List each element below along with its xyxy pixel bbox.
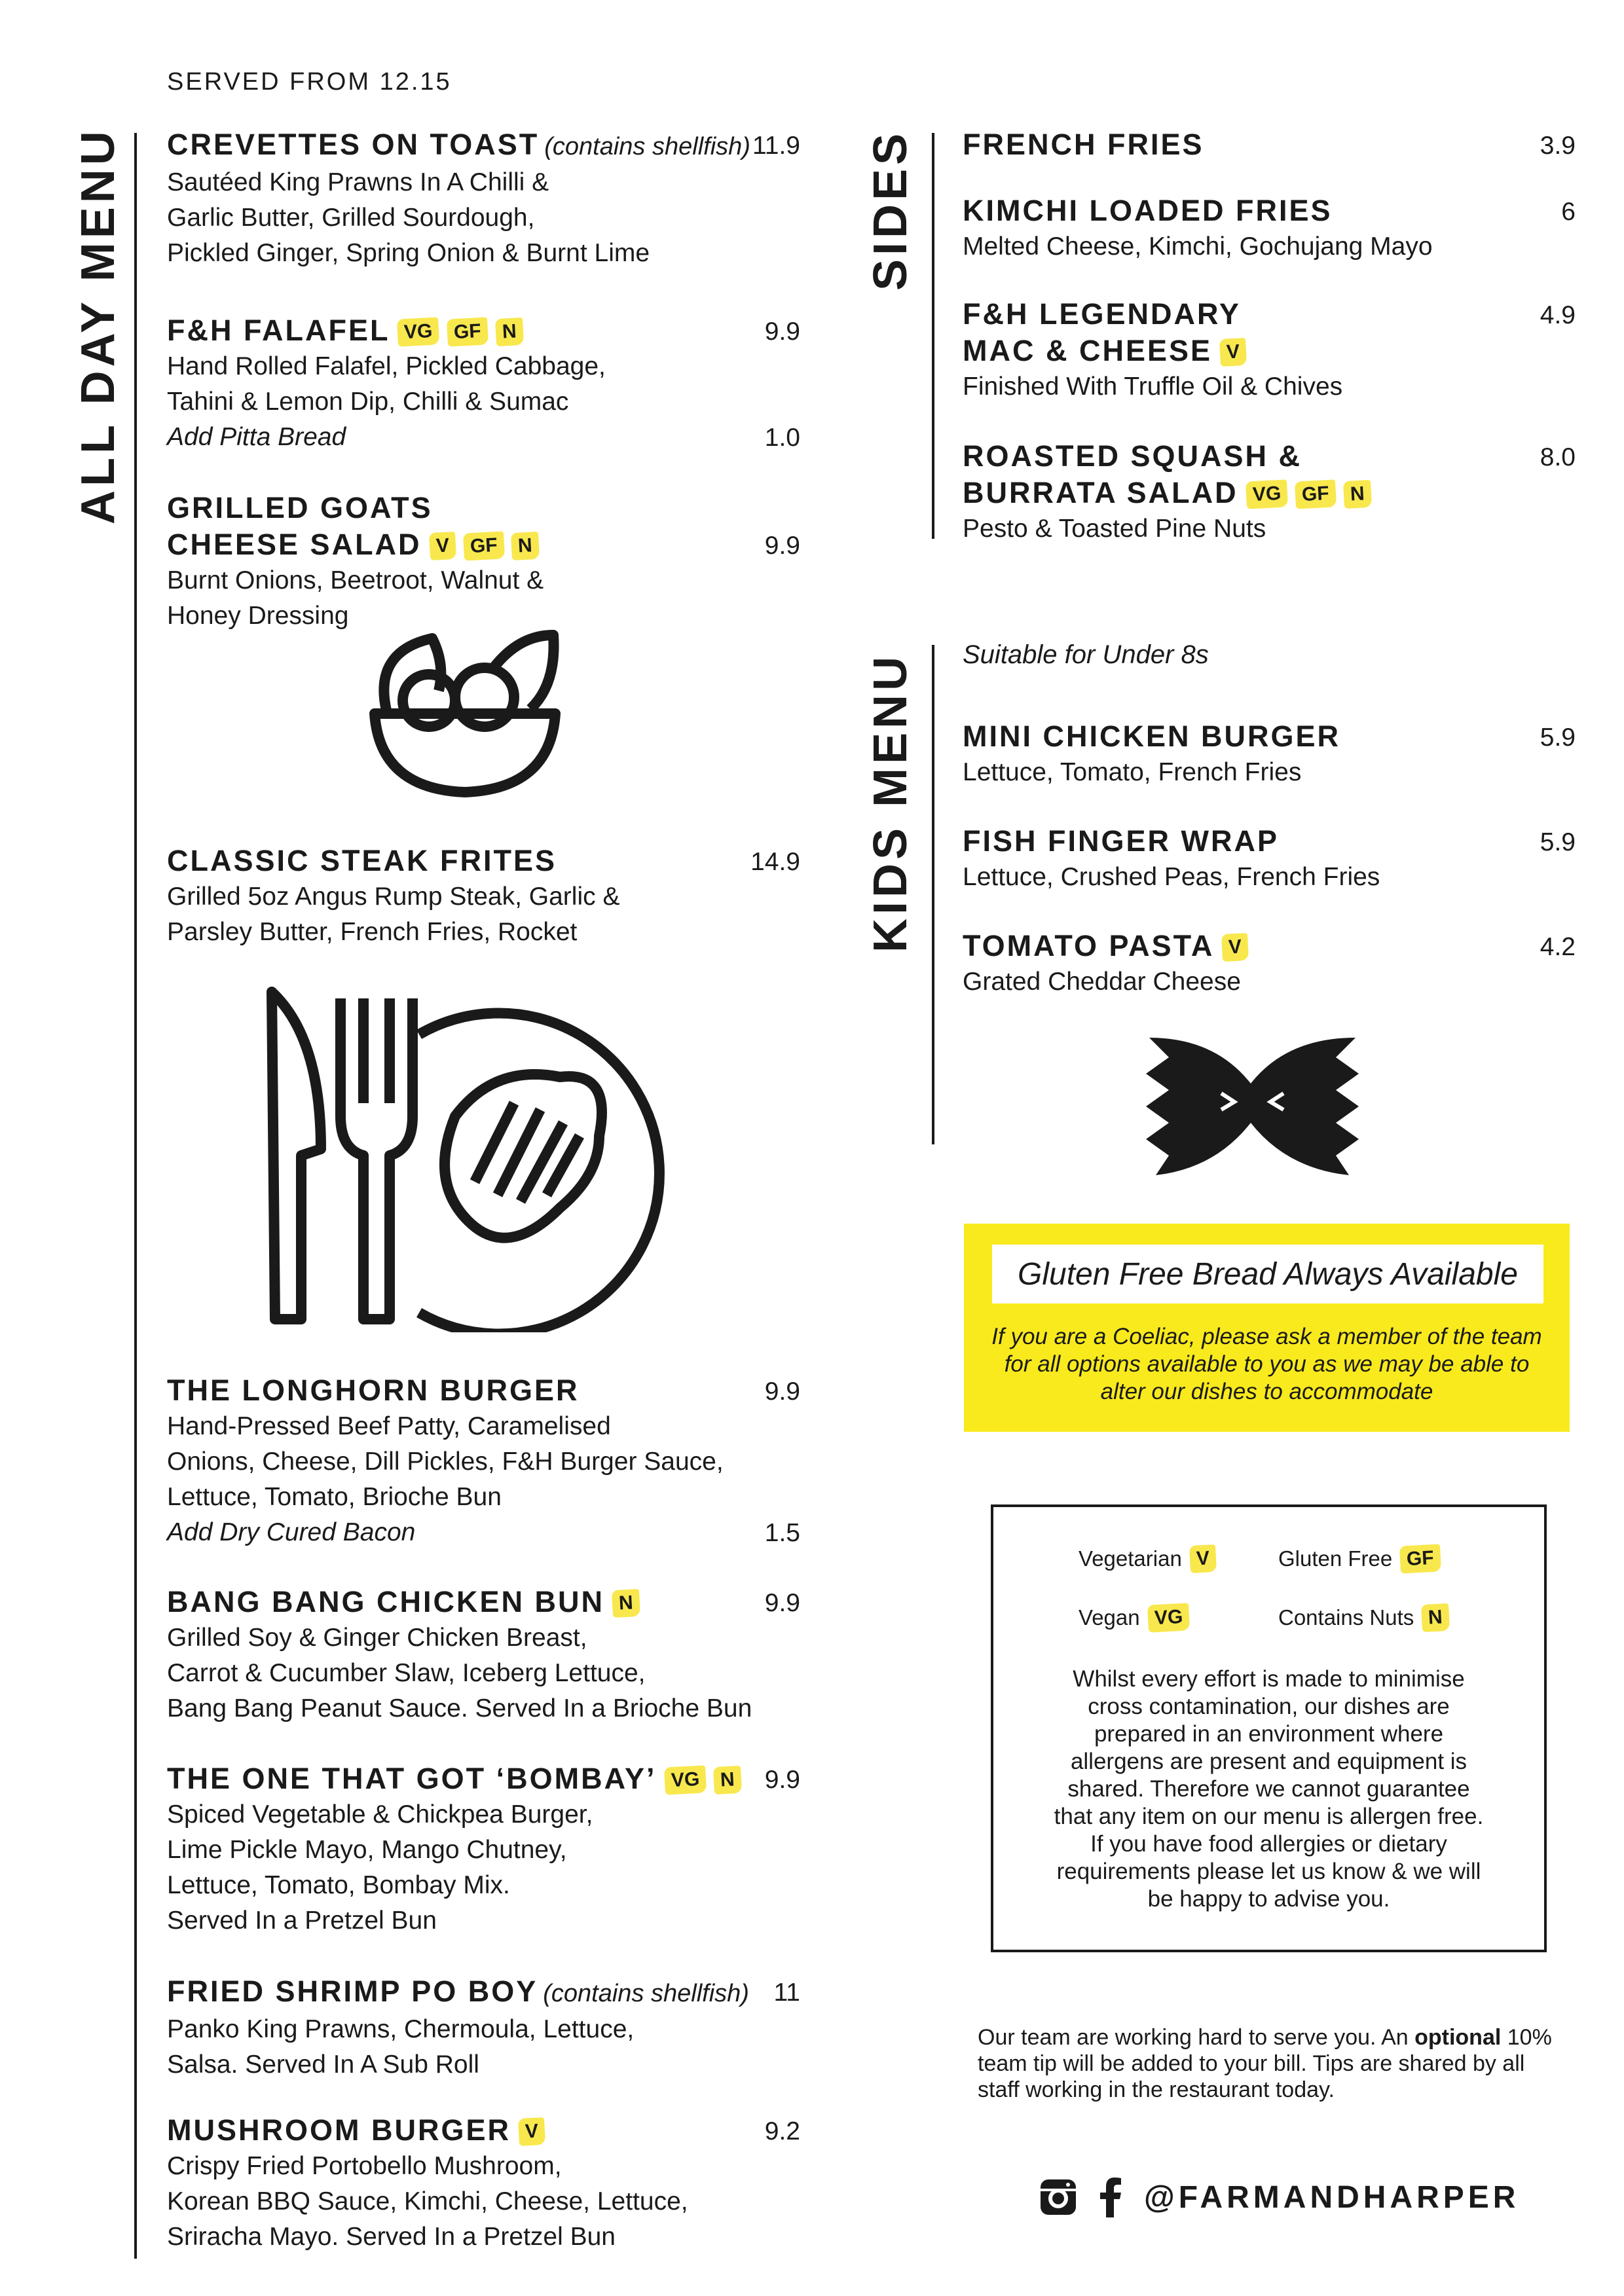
legend-gluten-free (1278, 1545, 1441, 1573)
disclaimer-line: If you have food allergies or dietary (1090, 1831, 1447, 1857)
item-addon-price: 1.5 (764, 1519, 800, 1547)
item-title-text: CLASSIC STEAK FRITES (167, 844, 557, 877)
steak-knife-fork-icon (259, 985, 678, 1332)
legend-label: Vegan (1079, 1605, 1140, 1630)
item-price: 9.2 (764, 2117, 800, 2145)
tag-badge: N (1421, 1603, 1450, 1632)
item-price: 9.9 (764, 1589, 800, 1617)
item-addon-label: Add Pitta Bread (167, 423, 346, 451)
item-title-text: THE LONGHORN BURGER (167, 1374, 580, 1407)
menu-item (167, 1372, 724, 1550)
menu-item (963, 928, 1248, 1000)
item-description: Bang Bang Peanut Sauce. Served In a Brioche Bun (167, 1694, 752, 1722)
served-from: SERVED FROM 12.15 (167, 68, 452, 96)
item-description: Panko King Prawns, Chermoula, Lettuce, (167, 2015, 635, 2043)
item-title (963, 126, 1204, 163)
menu-item (167, 312, 606, 455)
tip-optional: optional (1414, 2025, 1502, 2050)
item-title-text: FISH FINGER WRAP (963, 824, 1279, 858)
item-title (167, 126, 750, 165)
all-day-menu-heading: ALL DAY MENU (72, 127, 124, 524)
item-description: Salsa. Served In A Sub Roll (167, 2050, 479, 2079)
disclaimer-line: that any item on our menu is allergen free. (1054, 1804, 1484, 1829)
tag-badge: GF (463, 531, 505, 560)
disclaimer-line: allergens are present and equipment is (1070, 1749, 1467, 1774)
tip-text: 10% team tip will be added to your bill. Tips are shared by all staff working in the restaurant today. (978, 2025, 1552, 2102)
item-title (963, 192, 1433, 229)
item-note: (contains shellfish) (543, 1980, 749, 2007)
item-description: Onions, Cheese, Dill Pickles, F&H Burger Sauce, (167, 1448, 724, 1476)
disclaimer-line: cross contamination, our dishes are (1088, 1694, 1450, 1719)
tag-badge: VG (397, 317, 439, 346)
item-title-text: FRENCH FRIES (963, 128, 1204, 161)
item-title-text: KIMCHI LOADED FRIES (963, 194, 1333, 227)
item-price: 8.0 (1540, 443, 1576, 471)
tag-badge: VG (1147, 1603, 1190, 1632)
item-description: Garlic Butter, Grilled Sourdough, (167, 204, 535, 232)
menu-item (963, 296, 1342, 405)
disclaimer-line: requirements please let us know & we will (1056, 1859, 1481, 1884)
item-title (167, 1372, 724, 1409)
item-title-text: CHEESE SALAD (167, 528, 422, 561)
item-title (963, 333, 1342, 369)
item-price: 14.9 (750, 848, 800, 876)
menu-item (963, 126, 1204, 163)
item-description: Spiced Vegetable & Chickpea Burger, (167, 1800, 593, 1829)
item-description: Lime Pickle Mayo, Mango Chutney, (167, 1836, 567, 1864)
item-price: 9.9 (764, 318, 800, 346)
social-handle[interactable]: @FARMANDHARPER (1144, 2179, 1520, 2215)
menu-item (963, 438, 1371, 547)
tag-badge: V (1219, 338, 1247, 367)
tip-notice (978, 2024, 1567, 2103)
menu-item (167, 2112, 688, 2255)
item-price: 9.9 (764, 1377, 800, 1406)
item-description: Parsley Butter, French Fries, Rocket (167, 918, 578, 946)
disclaimer-line: prepared in an environment where (1094, 1721, 1444, 1747)
tip-text: Our team are working hard to serve you. An (978, 2025, 1415, 2050)
tag-badge: N (612, 1589, 640, 1618)
item-title (963, 438, 1371, 475)
allergen-disclaimer (1006, 1666, 1531, 1913)
item-price: 5.9 (1540, 723, 1576, 752)
tag-badge: GF (1295, 479, 1337, 509)
tag-badge: N (494, 318, 523, 346)
instagram-icon[interactable] (1038, 2177, 1079, 2217)
facebook-icon[interactable] (1098, 2177, 1124, 2217)
menu-item (167, 1584, 752, 1726)
item-description: Lettuce, Tomato, French Fries (963, 758, 1302, 786)
item-title (167, 843, 619, 879)
tag-badge: GF (1399, 1544, 1441, 1573)
item-title (963, 823, 1380, 860)
item-title-text: ROASTED SQUASH & (963, 439, 1302, 473)
menu-item (167, 1760, 741, 1939)
item-description: Grated Cheddar Cheese (963, 968, 1241, 996)
item-title-text: FRIED SHRIMP PO BOY (167, 1975, 538, 2008)
item-description: Melted Cheese, Kimchi, Gochujang Mayo (963, 232, 1433, 261)
social-links (1038, 2177, 1519, 2217)
tag-badge: V (1189, 1544, 1217, 1573)
item-description: Honey Dressing (167, 602, 349, 630)
item-note: (contains shellfish) (544, 133, 750, 160)
item-title (167, 490, 544, 526)
item-price: 5.9 (1540, 828, 1576, 856)
divider-all-day (134, 133, 137, 2259)
item-description: Burnt Onions, Beetroot, Walnut & (167, 566, 544, 594)
item-description: Grilled Soy & Ginger Chicken Breast, (167, 1624, 587, 1652)
menu-item (167, 126, 750, 271)
item-description: Crispy Fried Portobello Mushroom, (167, 2152, 562, 2180)
item-title (963, 718, 1340, 755)
item-title-text: BURRATA SALAD (963, 476, 1238, 509)
legend-vegetarian (1079, 1545, 1216, 1573)
allergen-info-box (991, 1504, 1547, 1952)
menu-item (963, 823, 1380, 895)
tag-badge: N (511, 532, 540, 560)
item-title-text: TOMATO PASTA (963, 929, 1215, 962)
coeliac-line: If you are a Coeliac, please ask a member of the team (991, 1324, 1542, 1349)
item-title (167, 2112, 688, 2149)
gluten-free-headline: Gluten Free Bread Always Available (992, 1245, 1543, 1303)
tag-badge: V (428, 532, 456, 560)
tag-badge: GF (447, 317, 489, 346)
menu-item (963, 192, 1433, 264)
tag-badge: V (1221, 933, 1249, 962)
item-title-text: MUSHROOM BURGER (167, 2113, 511, 2147)
sides-heading: SIDES (864, 129, 917, 291)
item-title-text: GRILLED GOATS (167, 491, 433, 524)
item-title-text: MINI CHICKEN BURGER (963, 720, 1341, 753)
kids-menu-heading: KIDS MENU (864, 653, 917, 953)
coeliac-message (977, 1323, 1557, 1406)
menu-item (167, 843, 619, 950)
item-title-text: MAC & CHEESE (963, 334, 1213, 367)
legend-contains-nuts (1278, 1604, 1449, 1631)
item-description: Tahini & Lemon Dip, Chilli & Sumac (167, 388, 569, 416)
divider-sides (932, 133, 934, 539)
menu-item (167, 1973, 749, 2083)
item-description: Pickled Ginger, Spring Onion & Burnt Lime (167, 239, 650, 267)
item-description: Lettuce, Crushed Peas, French Fries (963, 863, 1380, 891)
item-title (167, 526, 544, 563)
item-title-text: CREVETTES ON TOAST (167, 128, 540, 161)
item-title-text: THE ONE THAT GOT ‘BOMBAY’ (167, 1762, 657, 1795)
salad-bowl-icon (367, 625, 563, 799)
item-description: Sriracha Mayo. Served In a Pretzel Bun (167, 2223, 616, 2251)
item-description: Finished With Truffle Oil & Chives (963, 373, 1343, 401)
item-price: 9.9 (764, 1766, 800, 1794)
kids-subtitle: Suitable for Under 8s (963, 640, 1209, 669)
tag-badge: VG (1246, 479, 1288, 509)
item-price: 4.2 (1540, 933, 1576, 961)
pasta-bow-icon (1143, 1025, 1362, 1182)
item-description: Served In a Pretzel Bun (167, 1906, 437, 1935)
disclaimer-line: shared. Therefore we cannot guarantee (1067, 1776, 1470, 1802)
item-description: Hand-Pressed Beef Patty, Caramelised (167, 1412, 611, 1440)
tag-badge: V (518, 2117, 545, 2146)
item-price: 3.9 (1540, 132, 1576, 160)
gluten-free-banner (964, 1224, 1570, 1432)
item-title-text: F&H LEGENDARY (963, 297, 1241, 331)
tag-badge: VG (663, 1765, 706, 1795)
item-title (963, 296, 1342, 333)
item-price: 4.9 (1540, 301, 1576, 329)
item-title (167, 312, 606, 349)
menu-item (167, 490, 544, 634)
item-description: Korean BBQ Sauce, Kimchi, Cheese, Lettuce, (167, 2187, 688, 2215)
item-title-text: BANG BANG CHICKEN BUN (167, 1585, 604, 1618)
item-description: Pesto & Toasted Pine Nuts (963, 515, 1266, 543)
item-title-text: F&H FALAFEL (167, 314, 390, 347)
item-title (963, 928, 1248, 964)
item-price: 9.9 (764, 532, 800, 560)
divider-kids (932, 645, 934, 1144)
legend-vegan (1079, 1604, 1189, 1631)
item-title (167, 1584, 752, 1620)
item-title (167, 1760, 741, 1797)
item-title (167, 1973, 749, 2012)
coeliac-line: alter our dishes to accommodate (1100, 1379, 1433, 1404)
legend-label: Gluten Free (1278, 1546, 1393, 1571)
item-price: 6 (1561, 198, 1576, 226)
item-title (963, 475, 1371, 511)
coeliac-line: for all options available to you as we may be able to (1004, 1351, 1530, 1377)
item-description: Lettuce, Tomato, Brioche Bun (167, 1483, 502, 1511)
item-description: Carrot & Cucumber Slaw, Iceberg Lettuce, (167, 1659, 646, 1687)
legend-label: Vegetarian (1079, 1546, 1182, 1571)
item-description: Sautéed King Prawns In A Chilli & (167, 168, 549, 196)
item-description: Lettuce, Tomato, Bombay Mix. (167, 1871, 510, 1899)
disclaimer-line: Whilst every effort is made to minimise (1073, 1666, 1465, 1692)
item-addon-price: 1.0 (764, 424, 800, 452)
item-addon-label: Add Dry Cured Bacon (167, 1518, 416, 1546)
item-price: 11 (773, 1978, 800, 2007)
legend-label: Contains Nuts (1278, 1605, 1414, 1630)
item-price: 11.9 (752, 132, 800, 160)
disclaimer-line: be happy to advise you. (1147, 1886, 1390, 1912)
menu-item (963, 718, 1340, 790)
tag-badge: N (713, 1766, 742, 1795)
item-description: Grilled 5oz Angus Rump Steak, Garlic & (167, 883, 620, 911)
tag-badge: N (1343, 480, 1372, 509)
item-description: Hand Rolled Falafel, Pickled Cabbage, (167, 352, 606, 380)
